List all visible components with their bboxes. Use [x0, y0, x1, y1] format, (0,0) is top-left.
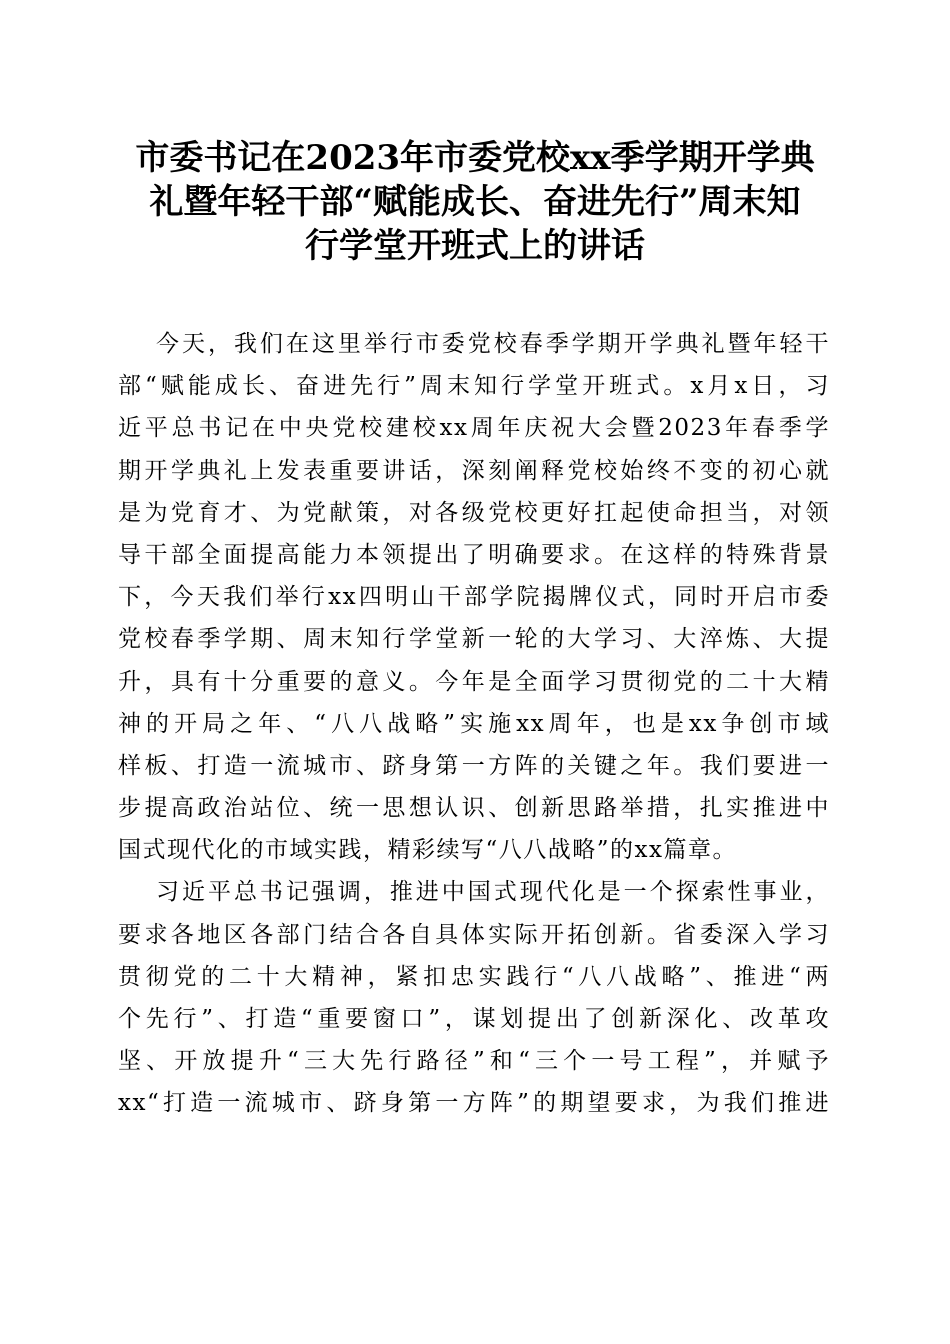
paragraph-line: 今天，我们在这里举行市委党校春季学期开学典礼暨年轻干 [156, 331, 830, 357]
paragraph-line: 坚、开放提升“三大先行路径”和“三个一号工程”，并赋予 [118, 1048, 830, 1075]
paragraph-line: 升，具有十分重要的意义。今年是全面学习贯彻党的二十大精 [118, 668, 830, 695]
title-line: 市委书记在2023年市委党校xx季学期开学典 [135, 138, 815, 178]
paragraph-2 [118, 871, 830, 1124]
paragraph-line: 神的开局之年、“八八战略”实施xx周年，也是xx争创市域 [118, 710, 830, 737]
paragraph-line: 下，今天我们举行xx四明山干部学院揭牌仪式，同时开启市委 [118, 584, 830, 611]
paragraph-line: 贯彻党的二十大精神，紧扣忠实践行“八八战略”、推进“两 [118, 963, 830, 990]
paragraph-1 [118, 323, 830, 871]
paragraph-line: 个先行”、打造“重要窗口”，谋划提出了创新深化、改革攻 [118, 1006, 830, 1032]
paragraph-line: 部“赋能成长、奋进先行”周末知行学堂开班式。x月x日，习 [118, 373, 830, 400]
paragraph-line: 要求各地区各部门结合各自具体实际开拓创新。省委深入学习 [118, 921, 830, 948]
paragraph-line: xx“打造一流城市、跻身第一方阵”的期望要求，为我们推进 [118, 1090, 830, 1117]
title-line: 行学堂开班式上的讲话 [305, 226, 645, 266]
paragraph-line: 期开学典礼上发表重要讲话，深刻阐释党校始终不变的初心就 [118, 457, 830, 484]
title-line: 礼暨年轻干部“赋能成长、奋进先行”周末知 [149, 182, 801, 222]
paragraph-line: 党校春季学期、周末知行学堂新一轮的大学习、大淬炼、大提 [118, 626, 830, 653]
paragraph-line: 是为党育才、为党献策，对各级党校更好扛起使命担当，对领 [118, 499, 830, 526]
document-title [100, 136, 850, 268]
paragraph-line: 步提高政治站位、统一思想认识、创新思路举措，扎实推进中 [118, 795, 830, 822]
paragraph-line: 近平总书记在中央党校建校xx周年庆祝大会暨2023年春季学 [118, 415, 830, 442]
paragraph-line: 样板、打造一流城市、跻身第一方阵的关键之年。我们要进一 [118, 752, 830, 779]
paragraph-line: 国式现代化的市域实践，精彩续写“八八战略”的xx篇章。 [118, 837, 737, 864]
paragraph-line: 习近平总书记强调，推进中国式现代化是一个探索性事业， [156, 879, 830, 906]
document-body [118, 323, 830, 1125]
paragraph-line: 导干部全面提高能力本领提出了明确要求。在这样的特殊背景 [118, 541, 830, 568]
